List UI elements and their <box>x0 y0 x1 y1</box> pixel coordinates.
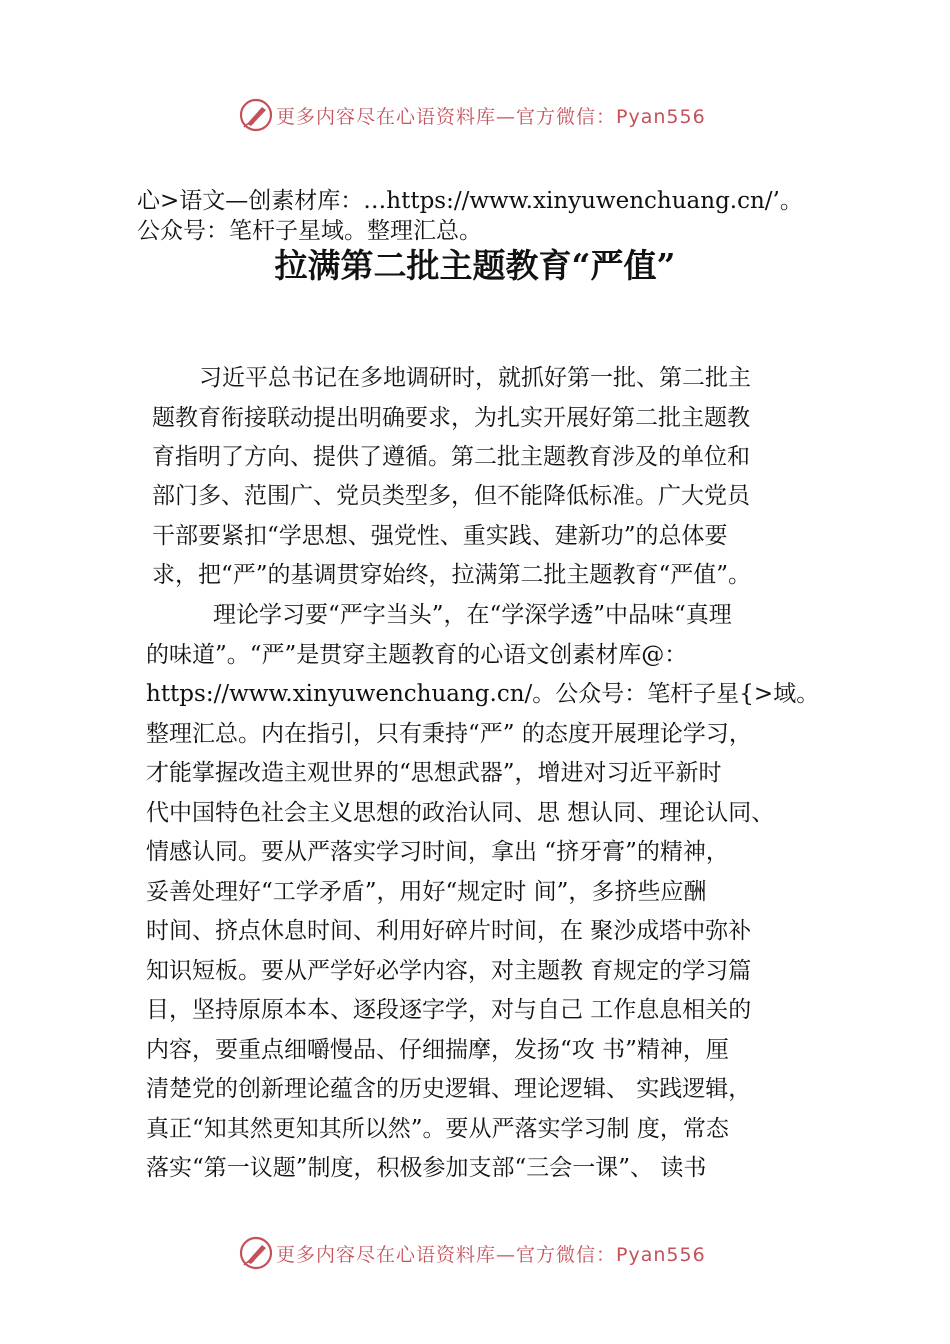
text-line: 部门多、范围广、党员类型多，但不能降低标准。广大党员 <box>152 483 750 509</box>
pen-logo-icon <box>238 97 274 133</box>
text-line: 理论学习要“严字当头”，在“学深学透”中品味“真理 <box>213 602 732 628</box>
text-line: 才能掌握改造主观世界的“思想武器”，增进对习近平新时 <box>146 760 722 786</box>
text-line: 妥善处理好“工学矛盾”，用好“规定时 间”，多挤些应酬 <box>146 879 707 905</box>
text-line: https://www.xinyuwenchuang.cn/。公众号：笔杆子星{>域。 <box>146 681 820 707</box>
banner-label: 更多内容尽在心语资料库—官方微信： <box>276 106 617 128</box>
source-line-2: 公众号：笔杆子星域。整理汇总。 <box>137 218 482 244</box>
banner-text <box>276 1240 706 1267</box>
text-line: 落实“第一议题”制度，积极参加支部“三会一课”、 读书 <box>146 1155 707 1181</box>
wechat-id: Pyan556 <box>616 1244 706 1266</box>
text-line: 代中国特色社会主义思想的政治认同、思 想认同、理论认同、 <box>146 800 775 826</box>
text-line: 知识短板。要从严学好必学内容，对主题教 育规定的学习篇 <box>146 958 752 984</box>
text-line: 目，坚持原原本本、逐段逐字学，对与自己 工作息息相关的 <box>146 997 752 1023</box>
wechat-id: Pyan556 <box>616 106 706 128</box>
text-line: 干部要紧扣“学思想、强党性、重实践、建新功”的总体要 <box>152 523 728 549</box>
text-line: 内容，要重点细嚼慢品、仔细揣摩，发扬“攻 书”精神，厘 <box>146 1037 729 1063</box>
document-title: 拉满第二批主题教育“严值” <box>274 246 676 285</box>
banner-label: 更多内容尽在心语资料库—官方微信： <box>276 1244 617 1266</box>
footer-banner <box>0 1233 950 1273</box>
text-line: 真正“知其然更知其所以然”。要从严落实学习制 度，常态 <box>146 1116 729 1142</box>
text-line: 整理汇总。内在指引，只有秉持“严” 的态度开展理论学习， <box>146 721 752 747</box>
text-line: 的味道”。“严”是贯穿主题教育的心语文创素材库@： <box>146 642 688 668</box>
text-line: 题教育衔接联动提出明确要求，为扎实开展好第二批主题教 <box>152 405 750 431</box>
banner-text <box>276 102 706 129</box>
text-line: 育指明了方向、提供了遵循。第二批主题教育涉及的单位和 <box>152 444 750 470</box>
text-line: 时间、挤点休息时间、利用好碎片时间，在 聚沙成塔中弥补 <box>146 918 752 944</box>
text-line: 习近平总书记在多地调研时，就抓好第一批、第二批主 <box>199 365 751 391</box>
header-banner <box>0 95 950 135</box>
pen-logo-icon <box>238 1235 274 1271</box>
text-line: 情感认同。要从严落实学习时间，拿出 “挤牙膏”的精神， <box>146 839 729 865</box>
text-line: 清楚党的创新理论蕴含的历史逻辑、理论逻辑、 实践逻辑， <box>146 1076 752 1102</box>
source-line-1: 心>语文—创素材库：…https://www.xinyuwenchuang.cn/’。 <box>137 188 803 214</box>
text-line: 求，把“严”的基调贯穿始终，拉满第二批主题教育“严值”。 <box>152 562 752 588</box>
